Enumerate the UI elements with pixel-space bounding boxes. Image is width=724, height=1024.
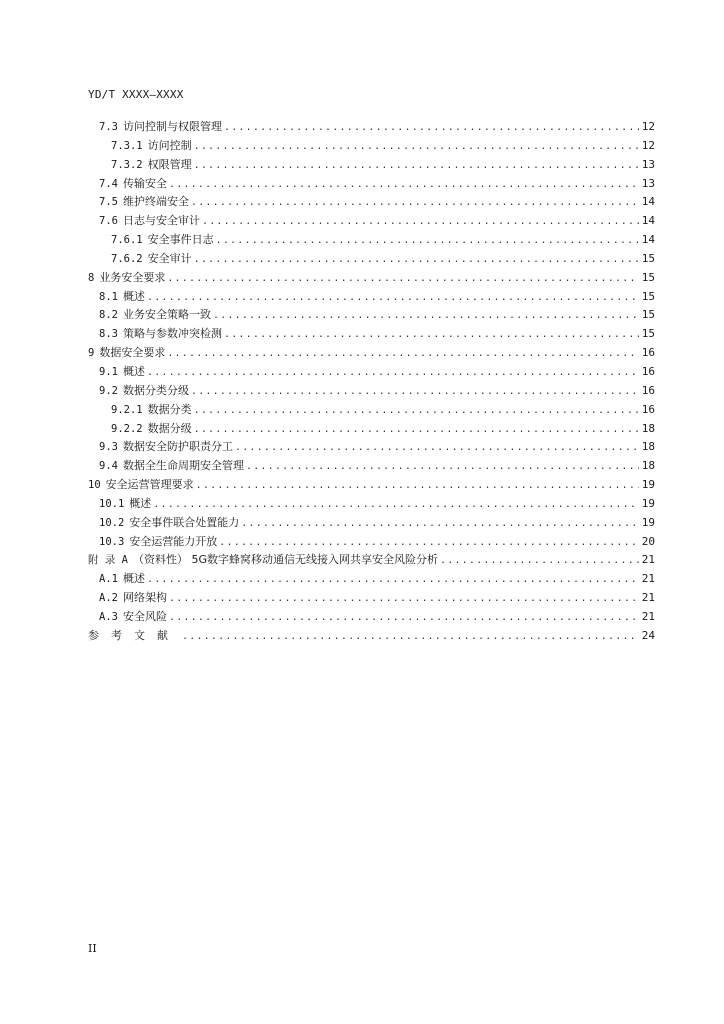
toc-leader-dots bbox=[194, 157, 639, 176]
toc-leader-dots bbox=[147, 289, 639, 308]
toc-entry-title: 安全运营能力开放 bbox=[129, 534, 218, 548]
toc-entry-title: 数据分级 bbox=[147, 421, 192, 435]
toc-entry-page: 20 bbox=[641, 534, 655, 548]
toc-leader-dots bbox=[194, 251, 639, 270]
toc-entry-page: 16 bbox=[641, 402, 655, 416]
toc-entry[interactable] bbox=[88, 570, 655, 589]
toc-entry-title: 数据分类分级 bbox=[122, 383, 189, 397]
toc-entry-page: 13 bbox=[641, 176, 655, 190]
toc-entry-number: 9.3 bbox=[99, 441, 118, 454]
toc-leader-dots bbox=[224, 326, 639, 345]
toc-entry-page: 19 bbox=[641, 478, 655, 492]
toc-entry-number: 10.3 bbox=[99, 535, 125, 548]
toc-leader-dots bbox=[194, 421, 639, 440]
toc-entry[interactable] bbox=[88, 608, 655, 627]
toc-leader-dots bbox=[182, 628, 639, 647]
toc-entry-number: A.1 bbox=[99, 573, 118, 586]
toc-entry[interactable] bbox=[88, 137, 655, 156]
toc-entry-page: 15 bbox=[641, 251, 655, 265]
toc-entry-number: 9.2.2 bbox=[111, 422, 143, 435]
toc-entry-number: 10.2 bbox=[99, 516, 125, 529]
toc-entry-title: 数据安全要求 bbox=[99, 346, 166, 360]
toc-leader-dots bbox=[440, 552, 639, 571]
toc-entry-number: 9.2.1 bbox=[111, 403, 143, 416]
toc-entry-page: 21 bbox=[641, 553, 655, 567]
toc-entry[interactable] bbox=[88, 288, 655, 307]
toc-leader-dots bbox=[241, 515, 639, 534]
toc-entry-number: 7.6.1 bbox=[111, 234, 143, 247]
toc-entry-title: 维护终端安全 bbox=[122, 195, 189, 209]
toc-leader-dots bbox=[213, 307, 639, 326]
toc-entry[interactable] bbox=[88, 193, 655, 212]
toc-entry[interactable] bbox=[88, 269, 655, 288]
toc-entry-number: 10.1 bbox=[99, 497, 125, 510]
toc-entry-title: 概述 bbox=[122, 572, 145, 586]
toc-entry-title: 参考文献 bbox=[88, 628, 180, 642]
toc-entry-title: （资料性） 5G数字蜂窝移动通信无线接入网共享安全风险分析 bbox=[132, 553, 438, 567]
toc-entry[interactable] bbox=[88, 231, 655, 250]
toc-entry-page: 18 bbox=[641, 459, 655, 473]
toc-entry-number: 7.3 bbox=[99, 121, 118, 133]
toc-entry-number: 7.4 bbox=[99, 177, 118, 190]
toc-leader-dots bbox=[169, 176, 639, 195]
toc-leader-dots bbox=[202, 213, 639, 232]
toc-entry-page: 14 bbox=[641, 195, 655, 209]
toc-entry-page: 12 bbox=[641, 120, 655, 133]
toc-entry-number: 10 bbox=[88, 479, 101, 492]
header-divider bbox=[88, 106, 655, 107]
toc-entry-title: 数据安全防护职责分工 bbox=[122, 440, 233, 454]
toc-entry[interactable] bbox=[88, 514, 655, 533]
toc-entry-page: 15 bbox=[641, 289, 655, 303]
toc-entry-page: 13 bbox=[641, 157, 655, 171]
page-number: II bbox=[88, 942, 97, 955]
toc-entry-number: A.2 bbox=[99, 592, 118, 605]
toc-entry[interactable] bbox=[88, 457, 655, 476]
toc-leader-dots bbox=[167, 345, 639, 364]
toc-entry-number: 7.3.2 bbox=[111, 158, 143, 171]
toc-entry-page: 19 bbox=[641, 515, 655, 529]
toc-entry-page: 24 bbox=[641, 628, 655, 642]
toc-entry[interactable] bbox=[88, 344, 655, 363]
toc-entry-number: 9.2 bbox=[99, 384, 118, 397]
toc-entry-title: 网络架构 bbox=[122, 591, 167, 605]
toc-entry-page: 16 bbox=[641, 364, 655, 378]
toc-entry-title: 数据全生命周期安全管理 bbox=[122, 459, 244, 473]
toc-entry[interactable] bbox=[88, 420, 655, 439]
toc-entry-page: 16 bbox=[641, 383, 655, 397]
toc-entry-page: 15 bbox=[641, 308, 655, 322]
toc-entry-title: 安全风险 bbox=[122, 609, 167, 623]
toc-entry-title: 访问控制 bbox=[147, 138, 192, 152]
toc-entry-number: 8 bbox=[88, 271, 95, 284]
toc-entry-title: 安全事件联合处置能力 bbox=[129, 515, 240, 529]
toc-leader-dots bbox=[235, 439, 639, 458]
toc-entry[interactable] bbox=[88, 156, 655, 175]
toc-entry-number: A.3 bbox=[99, 610, 118, 623]
toc-entry-number: 8.1 bbox=[99, 290, 118, 303]
toc-entry-title: 安全事件日志 bbox=[147, 233, 214, 247]
toc-leader-dots bbox=[169, 609, 639, 628]
toc-entry[interactable] bbox=[88, 495, 655, 514]
toc-entry-page: 21 bbox=[641, 609, 655, 623]
toc-entry[interactable] bbox=[88, 382, 655, 401]
toc-entry-page: 15 bbox=[641, 327, 655, 341]
toc-leader-dots bbox=[147, 571, 639, 590]
toc-leader-dots bbox=[219, 534, 639, 553]
toc-leader-dots bbox=[224, 119, 639, 138]
toc-leader-dots bbox=[246, 458, 639, 477]
document-code-header: YD/T XXXX—XXXX bbox=[88, 88, 184, 101]
toc-entry-page: 18 bbox=[641, 421, 655, 435]
toc-leader-dots bbox=[191, 194, 639, 213]
toc-leader-dots bbox=[216, 232, 639, 251]
toc-entry[interactable] bbox=[88, 250, 655, 269]
toc-entry-page: 14 bbox=[641, 233, 655, 247]
toc-entry-page: 21 bbox=[641, 591, 655, 605]
toc-entry-number: 7.3.1 bbox=[111, 139, 143, 152]
toc-entry-number: 8.3 bbox=[99, 328, 118, 341]
toc-entry-title: 数据分类 bbox=[147, 402, 192, 416]
toc-entry[interactable] bbox=[88, 306, 655, 325]
toc-entry-title: 安全审计 bbox=[147, 251, 192, 265]
toc-entry-title: 权限管理 bbox=[147, 157, 192, 171]
toc-entry-number: 7.6.2 bbox=[111, 252, 143, 265]
toc-entry-page: 21 bbox=[641, 572, 655, 586]
toc-entry-title: 业务安全要求 bbox=[99, 270, 166, 284]
toc-leader-dots bbox=[194, 402, 639, 421]
toc-entry-title: 策略与参数冲突检测 bbox=[122, 327, 222, 341]
toc-entry-page: 16 bbox=[641, 346, 655, 360]
toc-entry-title: 概述 bbox=[122, 364, 145, 378]
toc-entry-number: 8.2 bbox=[99, 309, 118, 322]
toc-entry-page: 19 bbox=[641, 496, 655, 510]
toc-entry[interactable] bbox=[88, 476, 655, 495]
table-of-contents bbox=[88, 118, 655, 646]
toc-leader-dots bbox=[196, 477, 639, 496]
toc-entry[interactable] bbox=[88, 325, 655, 344]
toc-entry[interactable] bbox=[88, 589, 655, 608]
toc-entry-page: 15 bbox=[641, 270, 655, 284]
toc-entry-number: 9.1 bbox=[99, 365, 118, 378]
toc-entry[interactable] bbox=[88, 401, 655, 420]
toc-entry-number: 附 录 A bbox=[88, 554, 128, 567]
toc-entry-title: 业务安全策略一致 bbox=[122, 308, 211, 322]
toc-entry-number: 7.6 bbox=[99, 215, 118, 228]
toc-entry[interactable] bbox=[88, 438, 655, 457]
toc-entry-title: 概述 bbox=[129, 496, 152, 510]
toc-entry[interactable] bbox=[88, 533, 655, 552]
toc-entry-title: 传输安全 bbox=[122, 176, 167, 190]
toc-entry[interactable] bbox=[88, 551, 655, 570]
toc-entry[interactable] bbox=[88, 118, 655, 137]
toc-entry-number: 9.4 bbox=[99, 460, 118, 473]
toc-entry-title: 访问控制与权限管理 bbox=[122, 120, 222, 133]
toc-entry-title: 概述 bbox=[122, 289, 145, 303]
toc-leader-dots bbox=[191, 383, 639, 402]
toc-entry[interactable] bbox=[88, 175, 655, 194]
toc-entry-number: 7.5 bbox=[99, 196, 118, 209]
toc-entry-page: 18 bbox=[641, 440, 655, 454]
toc-entry-title: 日志与安全审计 bbox=[122, 214, 200, 228]
toc-leader-dots bbox=[167, 270, 639, 289]
toc-entry-page: 14 bbox=[641, 214, 655, 228]
toc-leader-dots bbox=[194, 138, 639, 157]
toc-entry-page: 12 bbox=[641, 138, 655, 152]
toc-entry-number: 9 bbox=[88, 347, 95, 360]
toc-entry[interactable] bbox=[88, 627, 655, 646]
toc-leader-dots bbox=[169, 590, 639, 609]
toc-leader-dots bbox=[153, 496, 639, 515]
toc-entry-title: 安全运营管理要求 bbox=[105, 478, 194, 492]
toc-entry[interactable] bbox=[88, 363, 655, 382]
toc-leader-dots bbox=[147, 364, 639, 383]
toc-entry[interactable] bbox=[88, 212, 655, 231]
